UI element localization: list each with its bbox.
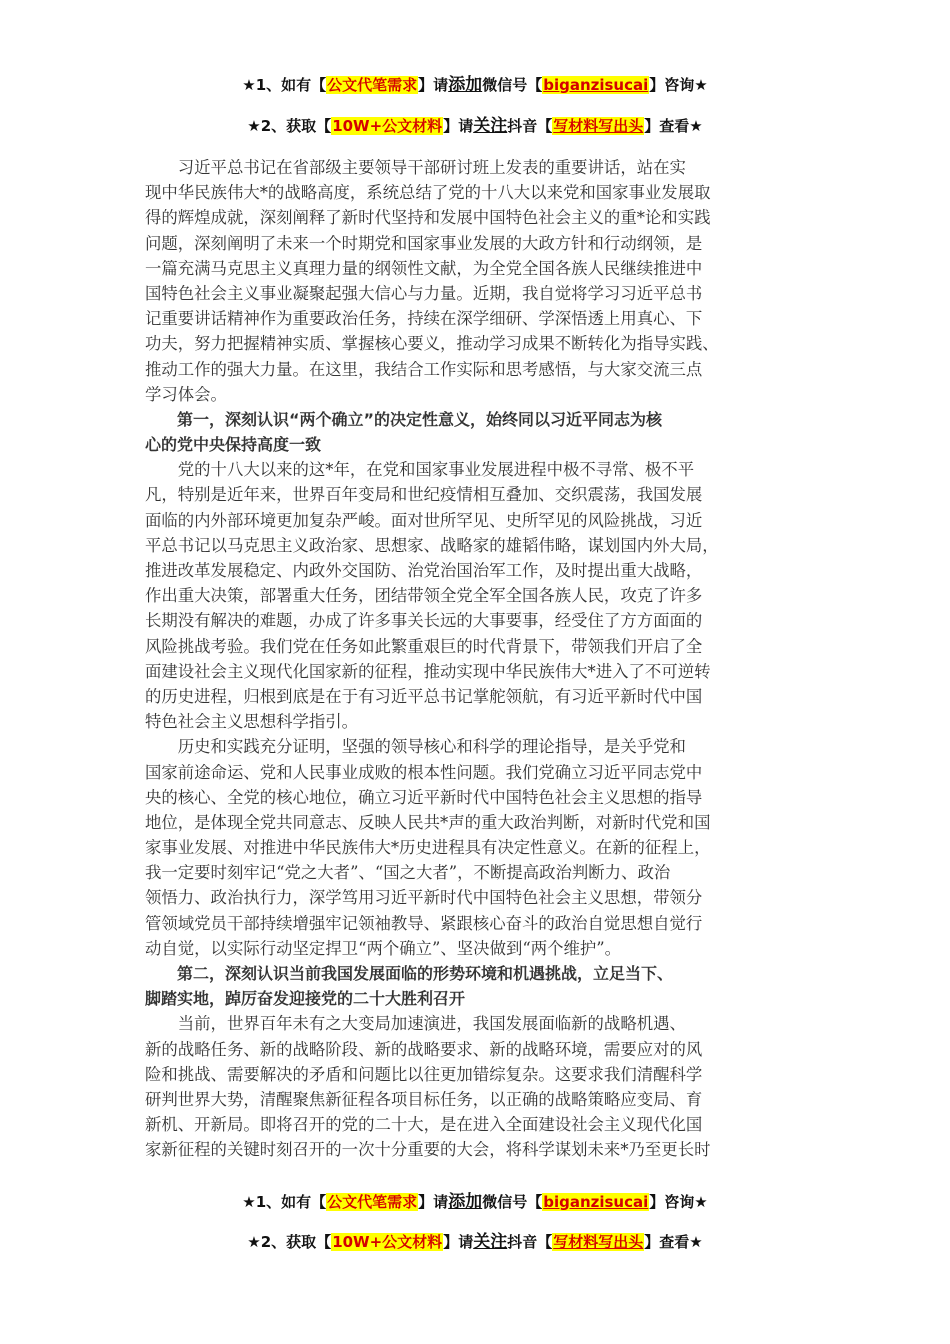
section-heading-line: 脚踏实地，踔厉奋发迎接党的二十大胜利召开: [145, 989, 466, 1009]
emphasis-text: 关注: [473, 1232, 508, 1252]
banner-text: 】咨询★: [649, 1193, 708, 1211]
banner-text: 】查看★: [644, 117, 703, 135]
paragraph-line: 长期没有解决的难题，办成了许多事关长远的大事要事，经受住了方方面面的: [145, 611, 703, 631]
paragraph-line: 习近平总书记在省部级主要领导干部研讨班上发表的重要讲话，站在实: [145, 158, 686, 177]
footer-banner-line-1: [0, 1187, 950, 1212]
highlight-wechat-id: biganzisucai: [543, 1193, 649, 1211]
paragraph-line: 学习体会。: [145, 384, 227, 404]
paragraph-line: 得的辉煌成就，深刻阐释了新时代坚持和发展中国特色社会主义的重*论和实践: [145, 208, 711, 228]
paragraph-line: 现中华民族伟大*的战略高度，系统总结了党的十八大以来党和国家事业发展取: [145, 183, 711, 203]
paragraph-line: 历史和实践充分证明，坚强的领导核心和科学的理论指导，是关乎党和: [145, 737, 686, 757]
paragraph-line: 问题，深刻阐明了未来一个时期党和国家事业发展的大政方针和行动纲领，是: [145, 233, 703, 253]
emphasis-text: 关注: [473, 116, 508, 136]
section-heading-line: 第一，深刻认识“两个确立”的决定性意义，始终同以习近平同志为核: [145, 409, 663, 429]
paragraph-line: 功夫，努力把握精神实质、掌握核心要义，推动学习成果不断转化为指导实践、: [145, 334, 719, 354]
banner-text: 微信号【: [482, 1193, 543, 1211]
banner-text: ★1、如有【: [242, 1193, 327, 1211]
highlight-douyin-account: 写材料写出头: [553, 1233, 644, 1251]
emphasis-text: 添加: [448, 75, 483, 95]
paragraph-line: 凡，特别是近年来，世界百年变局和世纪疫情相互叠加、交织震荡，我国发展: [145, 485, 703, 505]
paragraph-line: 记重要讲话精神作为重要政治任务，持续在深学细研、学深悟透上用真心、下: [145, 309, 703, 329]
banner-text: 抖音【: [507, 1233, 553, 1251]
paragraph-line: 当前，世界百年未有之大变局加速演进，我国发展面临新的战略机遇、: [145, 1014, 686, 1034]
highlight-materials: 10W+公文材料: [332, 117, 443, 135]
highlight-materials: 10W+公文材料: [332, 1233, 443, 1251]
banner-text: ★2、获取【: [247, 117, 332, 135]
paragraph-line: 研判世界大势，清醒聚焦新征程各项目标任务，以正确的战略策略应变局、育: [145, 1089, 703, 1109]
paragraph-line: 央的核心、全党的核心地位，确立习近平新时代中国特色社会主义思想的指导: [145, 787, 703, 807]
banner-text: 抖音【: [507, 117, 553, 135]
emphasis-text: 添加: [448, 1192, 483, 1212]
highlight-service: 公文代笔需求: [327, 1193, 418, 1211]
paragraph-line: 国家前途命运、党和人民事业成败的根本性问题。我们党确立习近平同志党中: [145, 762, 703, 782]
paragraph-line: 特色社会主义思想科学指引。: [145, 712, 359, 732]
highlight-service: 公文代笔需求: [327, 76, 418, 94]
header-banner-line-1: [0, 70, 950, 95]
banner-text: 】请: [443, 117, 474, 135]
banner-text: 】查看★: [644, 1233, 703, 1251]
banner-text: 】请: [443, 1233, 474, 1251]
paragraph-line: 管领域党员干部持续增强牢记领袖教导、紧跟核心奋斗的政治自觉思想自觉行: [145, 913, 703, 933]
paragraph-line: 风险挑战考验。我们党在任务如此繁重艰巨的时代背景下，带领我们开启了全: [145, 636, 703, 656]
highlight-wechat-id: biganzisucai: [543, 76, 649, 94]
banner-text: 】咨询★: [649, 76, 708, 94]
paragraph-line: 领悟力、政治执行力，深学笃用习近平新时代中国特色社会主义思想，带领分: [145, 888, 703, 908]
paragraph-line: 新的战略任务、新的战略阶段、新的战略要求、新的战略环境，需要应对的风: [145, 1039, 703, 1059]
paragraph-line: 新机、开新局。即将召开的党的二十大，是在进入全面建设社会主义现代化国: [145, 1115, 703, 1135]
paragraph-line: 作出重大决策，部署重大任务，团结带领全党全军全国各族人民，攻克了许多: [145, 586, 703, 606]
header-banner-line-2: [0, 111, 950, 136]
footer-banner-line-2: [0, 1227, 950, 1252]
paragraph-line: 党的十八大以来的这*年，在党和国家事业发展进程中极不寻常、极不平: [145, 460, 695, 480]
banner-text: ★2、获取【: [247, 1233, 332, 1251]
paragraph-line: 地位，是体现全党共同意志、反映人民共*声的重大政治判断，对新时代党和国: [145, 812, 711, 832]
paragraph-line: 一篇充满马克思主义真理力量的纲领性文献，为全党全国各族人民继续推进中: [145, 258, 703, 278]
paragraph-line: 家事业发展、对推进中华民族伟大*历史进程具有决定性意义。在新的征程上，: [145, 838, 711, 858]
section-heading-line: 心的党中央保持高度一致: [145, 435, 322, 455]
paragraph-line: 家新征程的关键时刻召开的一次十分重要的大会，将科学谋划未来*乃至更长时: [145, 1140, 711, 1160]
highlight-douyin-account: 写材料写出头: [553, 117, 644, 135]
paragraph-line: 的历史进程，归根到底是在于有习近平总书记掌舵领航，有习近平新时代中国: [145, 686, 703, 706]
paragraph-line: 平总书记以马克思主义政治家、思想家、战略家的雄韬伟略，谋划国内外大局，: [145, 535, 719, 555]
section-heading-line: 第二，深刻认识当前我国发展面临的形势环境和机遇挑战，立足当下、: [145, 964, 674, 983]
paragraph-line: 推动工作的强大力量。在这里，我结合工作实际和思考感悟，与大家交流三点: [145, 359, 703, 379]
paragraph-line: 国特色社会主义事业凝聚起强大信心与力量。近期，我自觉将学习习近平总书: [145, 283, 703, 303]
banner-text: 】请: [418, 76, 449, 94]
banner-text: 】请: [418, 1193, 449, 1211]
paragraph-line: 面建设社会主义现代化国家新的征程，推动实现中华民族伟大*进入了不可逆转: [145, 661, 711, 681]
banner-text: 微信号【: [482, 76, 543, 94]
document-body: [145, 155, 805, 1163]
paragraph-line: 推进改革发展稳定、内政外交国防、治党治国治军工作，及时提出重大战略，: [145, 561, 703, 580]
paragraph-line: 我一定要时刻牢记“党之大者”、“国之大者”，不断提高政治判断力、政治: [145, 863, 671, 883]
paragraph-line: 面临的内外部环境更加复杂严峻。面对世所罕见、史所罕见的风险挑战，习近: [145, 510, 703, 530]
paragraph-line: 险和挑战、需要解决的矛盾和问题比以往更加错综复杂。这要求我们清醒科学: [145, 1064, 703, 1084]
banner-text: ★1、如有【: [242, 76, 327, 94]
paragraph-line: 动自觉，以实际行动坚定捍卫“两个确立”、坚决做到“两个维护”。: [145, 938, 622, 958]
